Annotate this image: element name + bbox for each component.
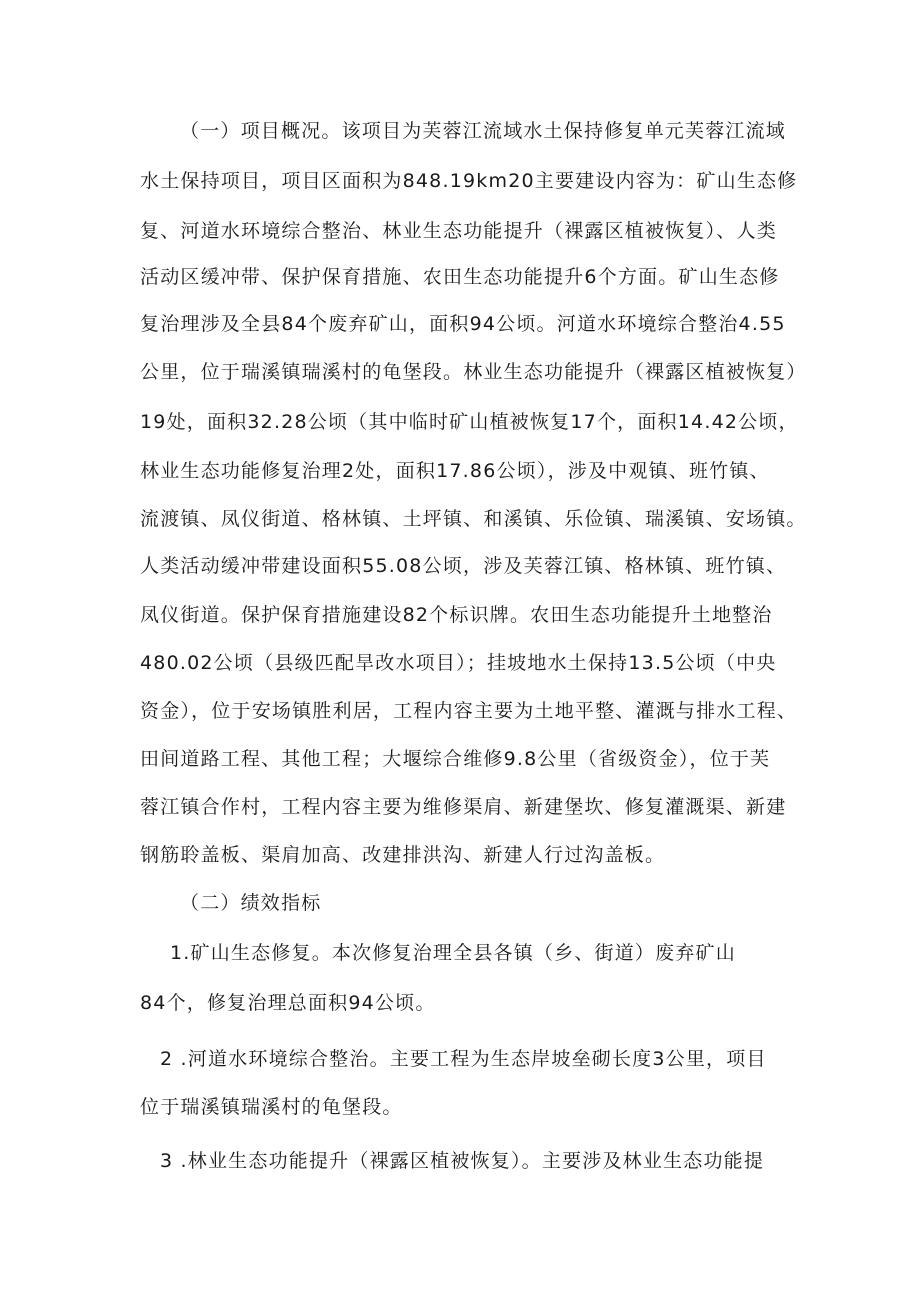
text-line: 3 .林业生态功能提升（裸露区植被恢复）。主要涉及林业生态功能提 (160, 1150, 765, 1172)
text-line: 480.02公顷（县级匹配旱改水项目）；挂坡地水土保持13.5公顷（中央 (140, 652, 777, 674)
text-line: 资金），位于安场镇胜利居，工程内容主要为土地平整、灌溉与排水工程、 (140, 700, 798, 722)
text-line: 流渡镇、凤仪街道、格林镇、土坪镇、和溪镇、乐俭镇、瑞溪镇、安场镇。 (140, 508, 807, 530)
text-line: 复治理涉及全县84个废弃矿山，面积94公顷。河道水环境综合整治4.55 (140, 313, 786, 335)
text-line: 公里，位于瑞溪镇瑞溪村的龟堡段。林业生态功能提升（裸露区植被恢复） (140, 361, 807, 383)
text-line: 复、河道水环境综合整治、林业生态功能提升（裸露区植被恢复）、人类 (140, 220, 777, 242)
text-line: 人类活动缓冲带建设面积55.08公顷，涉及芙蓉江镇、格林镇、班竹镇、 (140, 555, 787, 577)
text-line: 19处，面积32.28公顷（其中临时矿山植被恢复17个，面积14.42公顷， (140, 411, 799, 433)
text-line: 凤仪街道。保护保育措施建设82个标识牌。农田生态功能提升土地整治 (140, 604, 773, 626)
text-line: 位于瑞溪镇瑞溪村的龟堡段。 (140, 1096, 403, 1118)
text-line: 水土保持项目，项目区面积为848.19km20主要建设内容为：矿山生态修 (140, 170, 798, 192)
text-line: （一）项目概况。该项目为芙蓉江流域水土保持修复单元芙蓉江流域 (180, 120, 787, 142)
text-line: 钢筋聆盖板、渠肩加高、改建排洪沟、新建人行过沟盖板。 (140, 844, 666, 866)
text-line: 田间道路工程、其他工程；大堰综合维修9.8公里（省级资金），位于芙 (140, 748, 771, 770)
text-line: 林业生态功能修复治理2处，面积17.86公顷），涉及中观镇、班竹镇、 (140, 460, 770, 482)
section-heading: （二）绩效指标 (180, 892, 322, 914)
text-line: 2 .河道水环境综合整治。主要工程为生态岸坡垒砌长度3公里，项目 (160, 1048, 767, 1070)
text-line: 84个，修复治理总面积94公顷。 (140, 992, 436, 1014)
text-line: 活动区缓冲带、保护保育措施、农田生态功能提升6个方面。矿山生态修 (140, 266, 780, 288)
text-line: 1.矿山生态修复。本次修复治理全县各镇（乡、街道）废弃矿山 (170, 942, 736, 964)
text-line: 蓉江镇合作村，工程内容主要为维修渠肩、新建堡坎、修复灌溉渠、新建 (140, 796, 787, 818)
